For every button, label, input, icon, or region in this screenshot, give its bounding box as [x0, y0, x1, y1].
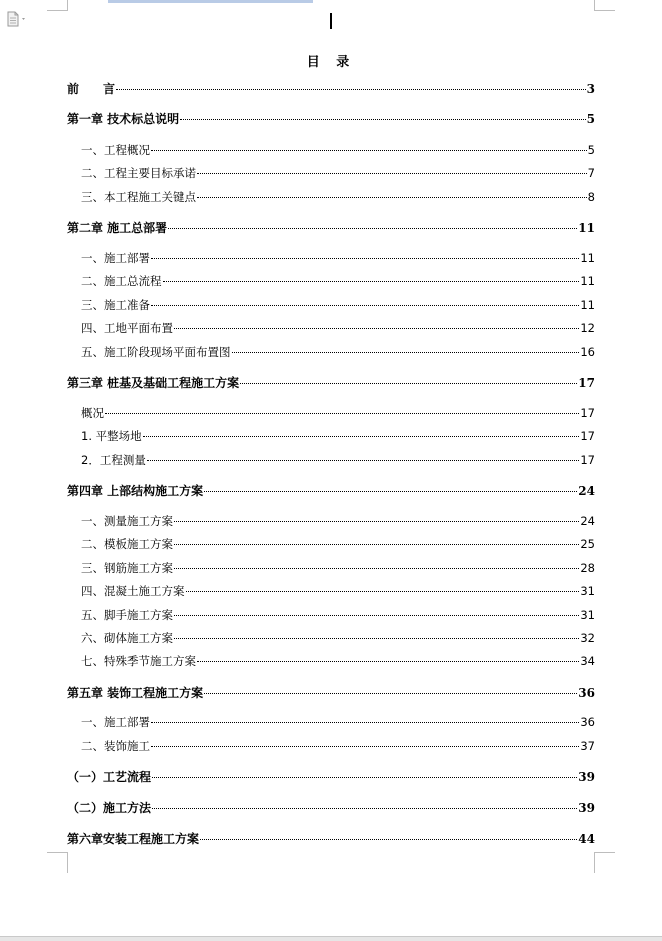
- toc-entry[interactable]: [81, 273, 595, 289]
- toc-leader-dots: [152, 808, 577, 809]
- toc-entry[interactable]: [81, 513, 595, 529]
- toc-entry-page-number: 32: [580, 631, 595, 645]
- toc-entry-label: 第一章 技术标总说明: [67, 112, 180, 126]
- toc-leader-dots: [151, 305, 579, 306]
- toc-leader-dots: [240, 383, 577, 384]
- toc-entry-page-number: 36: [580, 715, 595, 729]
- status-strip: [0, 937, 662, 941]
- ruler-highlight: [108, 0, 313, 3]
- toc-entry-page-number: 37: [580, 739, 595, 753]
- toc-entry[interactable]: [81, 142, 595, 158]
- toc-entry-page-number: 34: [580, 654, 595, 668]
- toc-leader-dots: [105, 413, 579, 414]
- toc-entry-page-number: 17: [580, 406, 595, 420]
- toc-entry[interactable]: [67, 830, 595, 847]
- toc-leader-dots: [151, 150, 587, 151]
- toc-entry[interactable]: [67, 110, 595, 127]
- toc-entry[interactable]: [67, 80, 595, 97]
- toc-leader-dots: [143, 436, 580, 437]
- toc-leader-dots: [174, 615, 579, 616]
- toc-leader-dots: [197, 173, 587, 174]
- toc-leader-dots: [174, 568, 579, 569]
- toc-entry-page-number: 17: [578, 376, 595, 390]
- toc-entry-page-number: 11: [578, 221, 595, 235]
- toc-entry-label: 七、特殊季节施工方案: [81, 654, 196, 668]
- toc-entry[interactable]: [81, 630, 595, 646]
- toc-entry-page-number: 39: [578, 801, 595, 815]
- toc-entry-label: 二、装饰施工: [81, 739, 150, 753]
- crop-mark-top-right: [594, 0, 615, 11]
- toc-leader-dots: [204, 491, 577, 492]
- toc-entry-page-number: 17: [580, 429, 595, 443]
- toc-entry[interactable]: [81, 428, 595, 444]
- toc-leader-dots: [151, 746, 579, 747]
- toc-entry-label: 2．工程测量: [81, 453, 146, 467]
- toc-entry-label: 第二章 施工总部署: [67, 221, 168, 235]
- toc-entry[interactable]: [81, 583, 595, 599]
- toc-entry[interactable]: [81, 653, 595, 669]
- toc-entry-label: 四、工地平面布置: [81, 321, 173, 335]
- toc-leader-dots: [232, 352, 580, 353]
- toc-entry[interactable]: [81, 560, 595, 576]
- toc-entry-label: （一）工艺流程: [67, 770, 152, 784]
- toc-leader-dots: [174, 328, 579, 329]
- toc-entry[interactable]: [67, 374, 595, 391]
- toc-entry-page-number: 5: [586, 112, 595, 126]
- toc-entry-page-number: 8: [587, 190, 595, 204]
- toc-entry[interactable]: [67, 482, 595, 499]
- toc-entry-label: 一、工程概况: [81, 143, 150, 157]
- toc-entry-page-number: 11: [580, 251, 595, 265]
- toc-entry-page-number: 28: [580, 561, 595, 575]
- toc-entry[interactable]: [81, 536, 595, 552]
- toc-leader-dots: [174, 544, 579, 545]
- toc-entry-label: 第三章 桩基及基础工程施工方案: [67, 376, 240, 390]
- toc-leader-dots: [200, 839, 577, 840]
- toc-entry-page-number: 12: [580, 321, 595, 335]
- toc-entry-label: 五、施工阶段现场平面布置图: [81, 345, 231, 359]
- toc-entry[interactable]: [67, 219, 595, 236]
- toc-leader-dots: [147, 460, 580, 461]
- toc-leader-dots: [180, 119, 585, 120]
- toc-entry[interactable]: [67, 768, 595, 785]
- toc-entry-page-number: 11: [580, 298, 595, 312]
- toc-entry[interactable]: [81, 405, 595, 421]
- toc-entry-page-number: 36: [578, 686, 595, 700]
- toc-entry-label: 四、混凝土施工方案: [81, 584, 185, 598]
- toc-leader-dots: [151, 722, 579, 723]
- toc-entry-label: 前 言: [67, 82, 116, 96]
- toc-leader-dots: [197, 661, 579, 662]
- toc-entry-label: （二）施工方法: [67, 801, 152, 815]
- toc-entry-label: 三、本工程施工关键点: [81, 190, 196, 204]
- toc-entry-page-number: 17: [580, 453, 595, 467]
- toc-entry-label: 二、模板施工方案: [81, 537, 173, 551]
- toc-entry[interactable]: [81, 452, 595, 468]
- toc-entry-page-number: 3: [586, 82, 595, 96]
- toc-entry-label: 一、施工部署: [81, 715, 150, 729]
- crop-mark-bottom-left: [47, 852, 68, 873]
- toc-leader-dots: [197, 197, 587, 198]
- toc-leader-dots: [168, 228, 577, 229]
- toc-entry-page-number: 16: [580, 345, 595, 359]
- crop-mark-top-left: [47, 0, 68, 11]
- crop-mark-bottom-right: [594, 852, 615, 873]
- toc-leader-dots: [151, 258, 579, 259]
- toc-entry[interactable]: [81, 607, 595, 623]
- toc-entry-page-number: 31: [580, 584, 595, 598]
- toc-entry-page-number: 24: [580, 514, 595, 528]
- toc-entry-label: 第五章 装饰工程施工方案: [67, 686, 204, 700]
- toc-leader-dots: [186, 591, 580, 592]
- toc-entry-page-number: 39: [578, 770, 595, 784]
- toc-entry-label: 1. 平整场地: [81, 429, 142, 443]
- toc-title: 目 录: [306, 55, 356, 70]
- toc-entry[interactable]: [81, 250, 595, 266]
- toc-entry[interactable]: [67, 799, 595, 816]
- toc-entry-page-number: 11: [580, 274, 595, 288]
- toc-entry-page-number: 31: [580, 608, 595, 622]
- toc-entry[interactable]: [81, 297, 595, 313]
- toc-entry[interactable]: [81, 714, 595, 730]
- toc-entry-label: 一、施工部署: [81, 251, 150, 265]
- toc-entry-label: 二、工程主要目标承诺: [81, 166, 196, 180]
- text-cursor: [330, 13, 332, 29]
- toc-entry[interactable]: [67, 684, 595, 701]
- toc-entry-label: 第六章安装工程施工方案: [67, 832, 200, 846]
- toc-entry-page-number: 44: [578, 832, 595, 846]
- toc-entry-label: 三、钢筋施工方案: [81, 561, 173, 575]
- toc-leader-dots: [152, 777, 577, 778]
- toc-leader-dots: [174, 521, 579, 522]
- toc-entry-page-number: 7: [587, 166, 595, 180]
- toc-leader-dots: [116, 89, 586, 90]
- toc-entry-page-number: 24: [578, 484, 595, 498]
- toc-entry-label: 六、砌体施工方案: [81, 631, 173, 645]
- toc-entry[interactable]: [81, 189, 595, 205]
- toc-leader-dots: [163, 281, 580, 282]
- toc-entry-page-number: 25: [580, 537, 595, 551]
- toc-entry[interactable]: [81, 738, 595, 754]
- toc-entry-label: 一、测量施工方案: [81, 514, 173, 528]
- toc-leader-dots: [204, 693, 577, 694]
- toc-entry[interactable]: [81, 320, 595, 336]
- toc-entry-label: 第四章 上部结构施工方案: [67, 484, 204, 498]
- toc-entry[interactable]: [81, 344, 595, 360]
- document-icon[interactable]: [6, 11, 28, 27]
- toc-entry-label: 三、施工准备: [81, 298, 150, 312]
- toc-entry-label: 二、施工总流程: [81, 274, 162, 288]
- toc-entry-label: 五、脚手施工方案: [81, 608, 173, 622]
- toc-entry[interactable]: [81, 165, 595, 181]
- toc-leader-dots: [174, 638, 579, 639]
- toc-entry-page-number: 5: [587, 143, 595, 157]
- toc-entry-label: 概况: [81, 406, 104, 420]
